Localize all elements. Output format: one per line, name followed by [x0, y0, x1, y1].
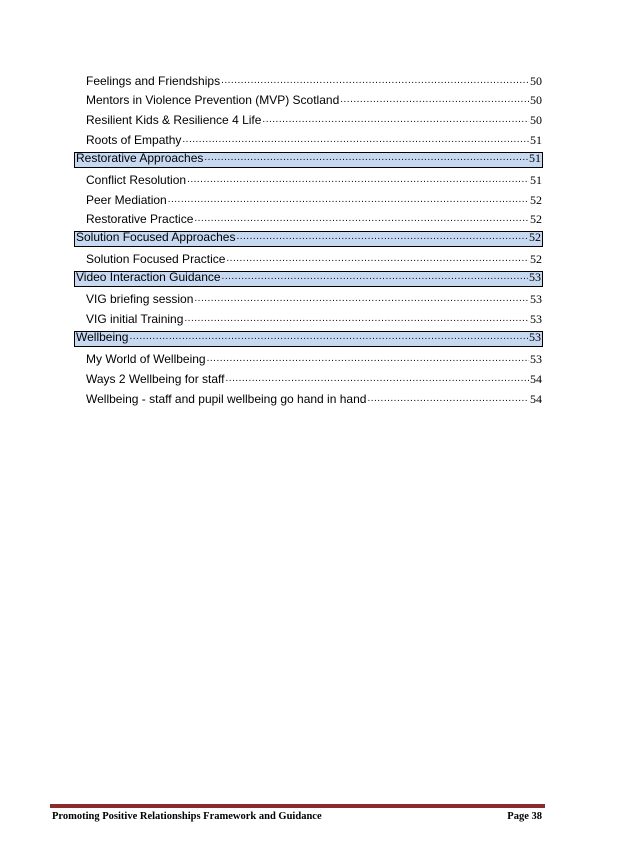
toc-dot-leader	[182, 135, 529, 145]
toc-entry-page: 50	[530, 93, 542, 107]
toc-section-page: 53	[529, 270, 541, 284]
toc-dot-leader	[194, 294, 529, 304]
toc-entry-page: 52	[530, 252, 542, 266]
toc-entry-resilient-kids[interactable]	[86, 110, 542, 129]
toc-entry-page: 52	[530, 212, 542, 226]
toc-entry-page: 53	[530, 312, 542, 326]
toc-dot-leader	[207, 354, 529, 364]
toc-dot-leader	[184, 314, 529, 324]
toc-entry-title: Solution Focused Practice	[86, 252, 226, 266]
toc-entry-title: Peer Mediation	[86, 193, 167, 207]
toc-entry-page: 54	[530, 392, 542, 406]
toc-section-wellbeing[interactable]	[74, 331, 543, 347]
toc-entry-peer-mediation[interactable]	[86, 190, 542, 209]
toc-entry-page: 54	[530, 372, 542, 386]
toc-dot-leader	[187, 175, 529, 185]
toc-dot-leader	[194, 214, 529, 224]
toc-entry-title: Restorative Practice	[86, 212, 194, 226]
toc-entry-title: Resilient Kids & Resilience 4 Life	[86, 113, 262, 127]
toc-entry-title: Wellbeing - staff and pupil wellbeing go hand in hand	[86, 392, 367, 406]
toc-entry-solution-focused-practice[interactable]	[86, 249, 542, 268]
toc-entry-title: VIG initial Training	[86, 312, 184, 326]
toc-entry-page: 51	[530, 173, 542, 187]
toc-entry-title: Roots of Empathy	[86, 133, 182, 147]
toc-entry-vig-briefing-session[interactable]	[86, 289, 542, 308]
toc-dot-leader	[226, 254, 529, 264]
toc-entry-restorative-practice[interactable]	[86, 209, 542, 228]
toc-section-title: Video Interaction Guidance	[76, 270, 221, 284]
toc-section-page: 52	[529, 230, 541, 244]
toc-entry-title: My World of Wellbeing	[86, 352, 206, 366]
toc-entry-page: 52	[530, 193, 542, 207]
toc-dot-leader	[129, 332, 528, 342]
toc-section-title: Restorative Approaches	[76, 151, 204, 165]
toc-section-title: Wellbeing	[76, 330, 129, 344]
toc-dot-leader	[226, 374, 529, 384]
toc-entry-title: Mentors in Violence Prevention (MVP) Scotland	[86, 93, 340, 107]
toc-entry-title: Ways 2 Wellbeing for staff	[86, 372, 225, 386]
footer-page-number: Page 38	[507, 811, 542, 822]
toc-entry-page: 53	[530, 352, 542, 366]
toc-section-solution-focused-approaches[interactable]	[74, 231, 543, 247]
toc-dot-leader	[340, 95, 529, 105]
toc-entry-ways-2-wellbeing[interactable]	[86, 369, 542, 388]
toc-dot-leader	[262, 115, 529, 125]
toc-entry-title: Conflict Resolution	[86, 173, 187, 187]
toc-entry-page: 53	[530, 292, 542, 306]
toc-dot-leader	[236, 232, 528, 242]
toc-section-video-interaction-guidance[interactable]	[74, 271, 543, 287]
toc-entry-wellbeing-hand-in-hand[interactable]	[86, 389, 542, 408]
toc-dot-leader	[221, 76, 529, 86]
toc-entry-page: 51	[530, 133, 542, 147]
toc-dot-leader	[367, 394, 529, 404]
toc-section-title: Solution Focused Approaches	[76, 230, 236, 244]
toc-entry-page: 50	[530, 113, 542, 127]
toc-entry-title: VIG briefing session	[86, 292, 194, 306]
toc-entry-vig-initial-training[interactable]	[86, 309, 542, 328]
toc-entry-feelings-and-friendships[interactable]	[86, 71, 542, 90]
toc-section-page: 51	[529, 151, 541, 165]
toc-dot-leader	[168, 195, 529, 205]
toc-entry-page: 50	[530, 74, 542, 88]
toc-dot-leader	[222, 272, 528, 282]
footer-document-title: Promoting Positive Relationships Framework and Guidance	[52, 811, 322, 822]
footer-divider	[50, 804, 545, 808]
toc-section-restorative-approaches[interactable]	[74, 152, 543, 168]
toc-entry-roots-of-empathy[interactable]	[86, 130, 542, 149]
toc-entry-title: Feelings and Friendships	[86, 74, 221, 88]
toc-entry-conflict-resolution[interactable]	[86, 170, 542, 189]
toc-entry-mvp-scotland[interactable]	[86, 90, 542, 109]
toc-dot-leader	[204, 153, 528, 163]
toc-entry-my-world-of-wellbeing[interactable]	[86, 349, 542, 368]
toc-section-page: 53	[529, 330, 541, 344]
